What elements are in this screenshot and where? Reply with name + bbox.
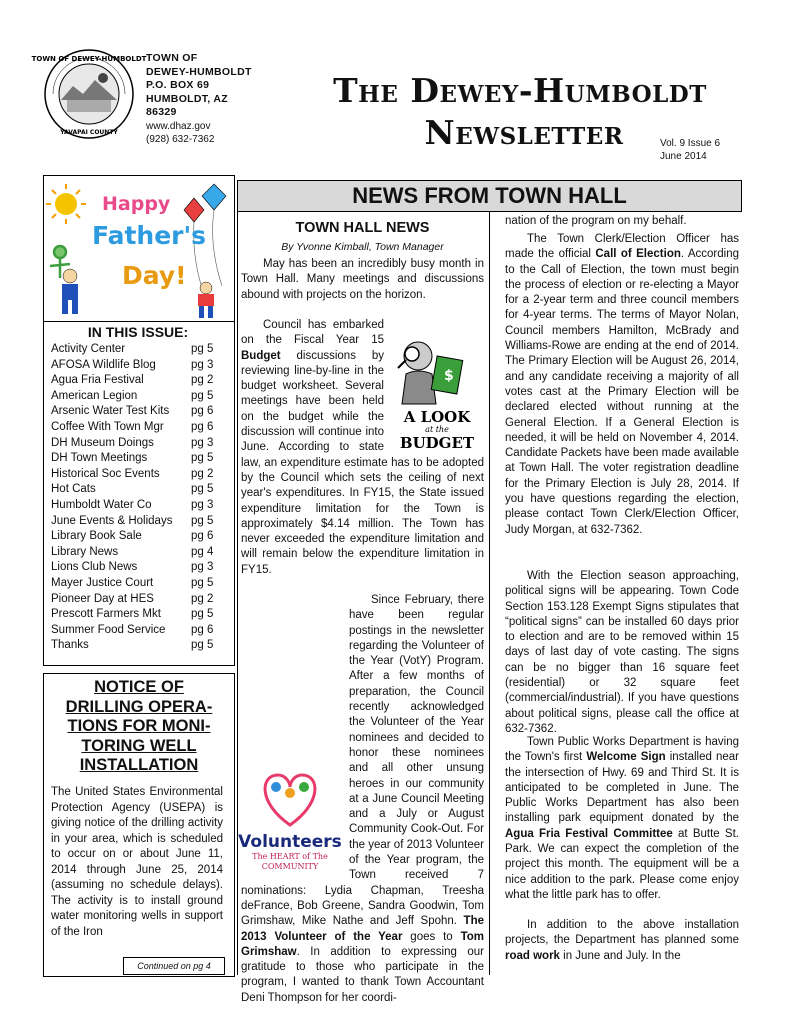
- paragraph-election: [505, 232, 739, 538]
- continued-link[interactable]: Continued on pg 4: [123, 957, 225, 975]
- volunteer-thanks: . In addition to expressing our gratitude to those who participate in the program, I wanted to thank Town Accountant Deni Thompson for her coordi-: [241, 945, 484, 1004]
- article-heading: TOWN HALL NEWS: [295, 220, 430, 236]
- issue-info: [660, 137, 720, 163]
- contents-item[interactable]: [51, 468, 221, 484]
- magnifier-figure-icon: [398, 342, 463, 404]
- agua-fria-committee: Agua Fria Festival Committee: [505, 827, 673, 840]
- contents-title: IN THIS ISSUE:: [87, 324, 189, 340]
- contents-item-title: June Events & Holidays: [51, 514, 173, 527]
- contents-item-page: pg 6: [191, 530, 214, 543]
- svg-text:YAVAPAI COUNTY: YAVAPAI COUNTY: [60, 129, 118, 136]
- road-text-a: In addition to the above installation projects, the Department has planned some: [505, 919, 739, 947]
- fathers-day-line-1: Happy: [102, 193, 171, 215]
- budget-illustration: [388, 334, 486, 452]
- contents-item[interactable]: [51, 374, 221, 390]
- contents-item[interactable]: [51, 343, 221, 359]
- volunteers-caption-1: Volunteers: [238, 832, 342, 852]
- child-figure-icon: [198, 282, 214, 318]
- contents-item[interactable]: [51, 639, 221, 655]
- contents-item-page: pg 6: [191, 405, 214, 418]
- contents-item-page: pg 5: [191, 514, 214, 527]
- fathers-day-art: [43, 175, 235, 322]
- contents-item-page: pg 5: [191, 389, 214, 402]
- contents-item-title: DH Town Meetings: [51, 452, 148, 465]
- contents-item-title: AFOSA Wildlife Blog: [51, 358, 156, 371]
- contents-item-title: Hot Cats: [51, 483, 96, 496]
- road-work: road work: [505, 949, 560, 962]
- contents-item-title: Historical Soc Events: [51, 467, 160, 480]
- contents-item[interactable]: [51, 577, 221, 593]
- contents-item[interactable]: [51, 390, 221, 406]
- volunteer-text: Since February, there have been regular postings in the newsletter regarding the Volunteer of the Year (VotY) Program. After a few months of preparation, the Council recently acknowledged the Volunteer of the Year nominees and decided to honor these nominees and all other unsung heroes in our community at a June Council Meeting and a July or August Community Cook-Out. For the year of 2013 Volunteer of the Year program, the Town received 7 nominations: Lydia Chapman, Treesha deFrance, Bob Greene, Sandra Goodwin, Tom Grimshaw, Mike Nathe and Jeff Spohn.: [241, 594, 484, 928]
- paragraph-signs: With the Election season approaching, political signs will be appearing. Town Code Section 153.128 Exempt Signs stipulates that “political signs” can be installed 60 days prior to election and are to be removed within 15 days of last day of vote casting. The signs can be no bigger than 16 square feet (residential) or 32 square feet (commercial/industrial). If you have questions about political signs, please call the office at 632-7362.: [505, 570, 739, 735]
- pw-text-b: installed near the intersection of Hwy. 69 and Third St. It is anticipated to be completed in June. The Public Works Department has also been installing park equipment donated by the: [505, 751, 739, 825]
- town-seal-logo: [31, 48, 147, 140]
- kite-icon: [202, 184, 226, 210]
- contents-item-title: American Legion: [51, 389, 138, 402]
- town-line: P.O. BOX 69: [146, 79, 210, 91]
- contents-item-title: Thanks: [51, 639, 89, 652]
- voty-label: The 2013 Volunteer of the Year: [241, 915, 484, 943]
- contents-item-page: pg 6: [191, 623, 214, 636]
- paragraph-intro: May has been an incredibly busy month in Town Hall. Many meetings and discussions abound with projects on the horizon.: [241, 258, 484, 301]
- fathers-day-line-3: Day!: [122, 261, 187, 290]
- contents-item[interactable]: [51, 624, 221, 640]
- contents-item-title: DH Museum Doings: [51, 436, 154, 449]
- contents-item[interactable]: [51, 608, 221, 624]
- phone-number: (928) 632-7362: [146, 134, 215, 145]
- voty-winner: Tom Grimshaw: [241, 930, 484, 958]
- contents-item-title: Activity Center: [51, 343, 126, 355]
- contents-item-title: Library Book Sale: [51, 530, 142, 543]
- contents-item-page: pg 2: [191, 467, 214, 480]
- contents-item-page: pg 5: [191, 639, 214, 652]
- volume-issue: Vol. 9 Issue 6: [660, 138, 721, 149]
- contents-item-page: pg 5: [191, 577, 214, 589]
- kite-icon: [184, 198, 204, 222]
- svg-text:$: $: [444, 368, 454, 384]
- contents-item-page: pg 5: [191, 608, 214, 621]
- notice-title: NOTICE OF DRILLING OPERA-TIONS FOR MONI-TORING WELL INSTALLATION: [65, 678, 213, 774]
- contents-item[interactable]: [51, 405, 221, 421]
- voty-goes-to: goes to: [402, 930, 461, 943]
- contents-item-title: Humboldt Water Co: [51, 499, 152, 511]
- contents-item[interactable]: [51, 499, 221, 515]
- election-text-b: . According to the Call of Election, the town must begin the process of election or re-electing a Mayor for a 2-year term and three council members for 4-year terms. The terms of Mayor Nolan, Council members Hamilton, McBrady and Williams-Rowe are ending at the end of 2014. The Primary Election will be August 26, 2014, and any candidate receiving a majority of all votes cast at the Primary Election will be declared elected without running at the General Election. If a General Election is needed, it will be held on November 4, 2014. Candidate Packets have been made available at Town Hall. The voter registration deadline for the Primary Election is July 28, 2014. If you have questions regarding the election, please contact Town Clerk/Election Officer, Judy Morgan, at 632-7362.: [505, 248, 739, 536]
- town-contact-info: [146, 52, 286, 147]
- contents-item[interactable]: [51, 561, 221, 577]
- contents-item-title: Library News: [51, 545, 119, 558]
- budget-text-a: Council has embarked on the Fiscal Year 15: [241, 319, 384, 347]
- contents-item-title: Lions Club News: [51, 561, 138, 574]
- budget-caption-1: A LOOK: [403, 408, 471, 426]
- contents-item-title: Pioneer Day at HES: [51, 592, 154, 605]
- budget-text-b: discussions by reviewing line-by-line in the budget worksheet. Several meetings have been held on the budget while the discussion will continue into June. According to state law, an expenditure estimate has to be adopted by the Council which sets the ceiling of next year's expenditures. In FY15, the State issued expenditure limitation for the Town is approximately $4.14 million. The Town has never exceeded the expenditure limitation and will remain below the expenditure limitation in FY15.: [241, 349, 484, 576]
- paragraph-road-work: [505, 918, 739, 964]
- contents-item-page: pg 6: [191, 421, 214, 433]
- budget-caption-3: BUDGET: [399, 434, 475, 452]
- contents-item-page: pg 5: [191, 343, 214, 355]
- contents-item[interactable]: [51, 359, 221, 375]
- contents-item-page: pg 3: [191, 499, 214, 511]
- contents-item-title: Coffee With Town Mgr: [51, 421, 164, 433]
- town-line: DEWEY-HUMBOLDT: [146, 65, 252, 78]
- contents-item[interactable]: [51, 437, 221, 453]
- town-line: TOWN OF: [146, 52, 198, 64]
- notice-body: The United States Environmental Protection Agency (USEPA) is giving notice of the drilling activity in your area, which is scheduled to occur on or about June 11, 2014 through June 25, 2014 (assuming no schedule delays). The activity is to install ground water monitoring wells in support of the Iron: [51, 786, 223, 938]
- contents-item-page: pg 5: [191, 483, 214, 496]
- volunteers-caption-3: COMMUNITY: [261, 862, 319, 871]
- contents-item[interactable]: [51, 483, 221, 499]
- contents-item-title: Arsenic Water Test Kits: [51, 405, 170, 418]
- welcome-sign: Welcome Sign: [586, 751, 666, 764]
- budget-caption-2: at the: [425, 425, 449, 434]
- father-figure-icon: [62, 269, 78, 314]
- town-line: 86329: [146, 106, 177, 118]
- contents-item-title: Agua Fria Festival: [51, 374, 144, 387]
- article-byline: By Yvonne Kimball, Town Manager: [281, 241, 444, 253]
- contents-item-page: pg 3: [191, 561, 214, 574]
- volunteers-caption-2: The HEART of The: [252, 852, 328, 861]
- contents-item-page: pg 2: [191, 592, 214, 605]
- pw-text-c: at Butte St. Park. We can expect the completion of the project this month. The equipment will be a nice addition to the park. Please come enjoy what the little park has to offer.: [505, 827, 739, 901]
- section-banner: NEWS FROM TOWN HALL: [237, 180, 742, 212]
- contents-item[interactable]: [51, 546, 221, 562]
- road-text-b: in June and July. In the: [559, 949, 681, 962]
- contents-item[interactable]: [51, 421, 221, 437]
- issue-date: June 2014: [660, 151, 707, 162]
- town-line: HUMBOLDT, AZ: [146, 92, 228, 105]
- call-of-election: Call of Election: [595, 248, 681, 261]
- pw-text-a: Town Public Works Department is having the Town's first: [505, 736, 739, 764]
- title-line-1: The Dewey-Humboldt: [333, 71, 707, 110]
- contents-item-page: pg 3: [191, 436, 214, 449]
- title-line-2: Newsletter: [424, 113, 624, 152]
- contents-item-title: Prescott Farmers Mkt: [51, 608, 161, 621]
- contents-item-page: pg 3: [191, 358, 214, 371]
- contents-item[interactable]: [51, 515, 221, 531]
- paragraph-continued: nation of the program on my behalf.: [505, 215, 687, 227]
- paragraph-public-works: [505, 735, 739, 903]
- sun-icon: [46, 184, 86, 224]
- budget-keyword: Budget: [241, 349, 281, 362]
- contents-item-page: pg 4: [191, 545, 214, 558]
- contents-item[interactable]: [51, 452, 221, 468]
- contents-item[interactable]: [51, 530, 221, 546]
- website-link[interactable]: www.dhaz.gov: [146, 120, 211, 132]
- svg-text:TOWN OF DEWEY-HUMBOLDT: TOWN OF DEWEY-HUMBOLDT: [31, 55, 147, 63]
- contents-item-title: Summer Food Service: [51, 623, 166, 636]
- fathers-day-line-2: Father's: [92, 221, 207, 250]
- contents-item-page: pg 2: [191, 374, 214, 387]
- contents-item-page: pg 5: [191, 452, 214, 465]
- election-text-a: The Town Clerk/Election Officer has made the official: [505, 233, 739, 261]
- volunteers-logo: [238, 763, 343, 873]
- contents-item[interactable]: [51, 593, 221, 609]
- contents-item-title: Mayer Justice Court: [51, 577, 154, 589]
